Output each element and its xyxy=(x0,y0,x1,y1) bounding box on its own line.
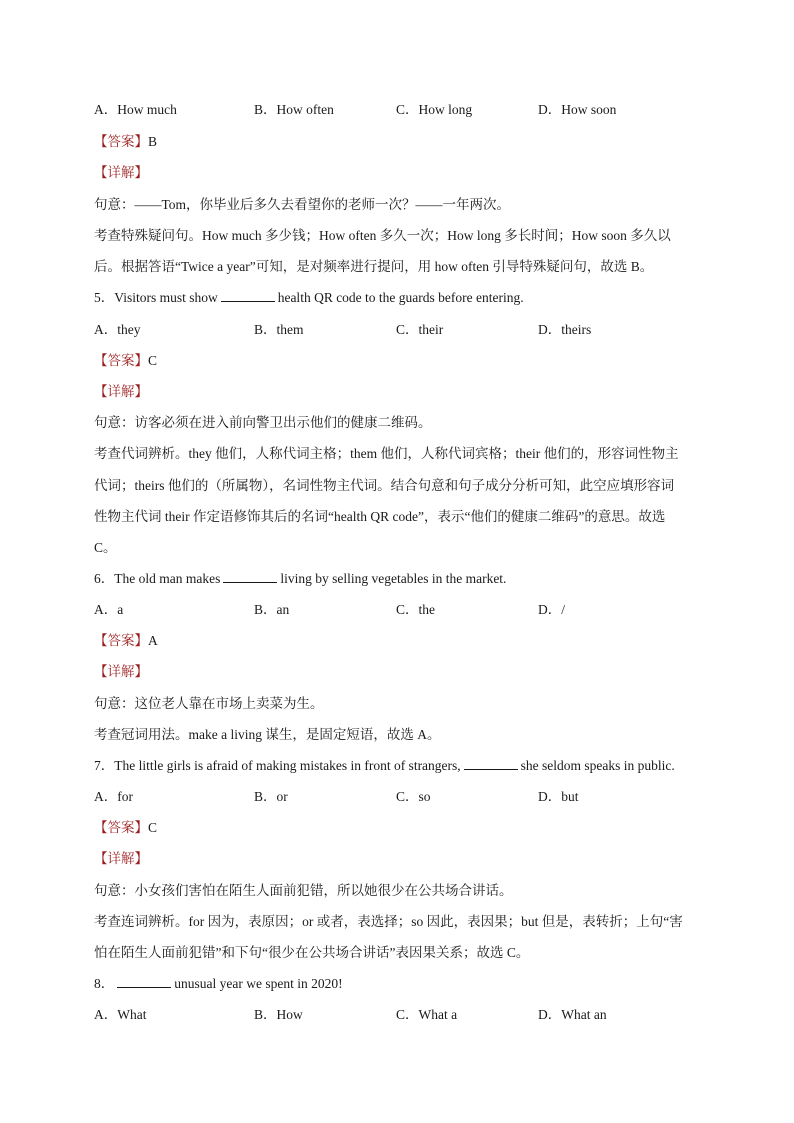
q8-blank xyxy=(117,974,171,988)
q7-stem-end: she seldom speaks in public. xyxy=(520,758,675,773)
q5-option-c: C．their xyxy=(396,322,444,337)
q5-stem-end: health QR code to the guards before entering. xyxy=(277,290,524,305)
detail-label: 【详解】 xyxy=(94,384,148,399)
q6-meaning: 句意：这位老人靠在市场上卖菜为生。 xyxy=(94,696,324,711)
q5-option-b: B．them xyxy=(254,322,304,337)
q5-blank xyxy=(221,288,275,302)
q5-analysis-2: 代词；theirs 他们的（所属物），名词性物主代词。结合句意和句子成分分析可知，此空应填形容词 xyxy=(94,478,675,493)
answer-label: 【答案】 xyxy=(94,633,148,648)
detail-label: 【详解】 xyxy=(94,851,148,866)
q8-stem-start: 8． xyxy=(94,976,115,991)
q6-stem-start: 6．The old man makes xyxy=(94,571,221,586)
q5-option-d: D．theirs xyxy=(538,322,592,337)
q6-detail-label xyxy=(94,662,148,682)
q5-answer xyxy=(94,351,157,371)
q5-stem-start: 5．Visitors must show xyxy=(94,290,218,305)
answer-value: B xyxy=(148,134,158,149)
answer-value: A xyxy=(148,633,158,648)
q6-stem xyxy=(94,569,506,589)
q4-option-d: D．How soon xyxy=(538,102,617,117)
q4-analysis-1: 考查特殊疑问句。How much 多少钱；How often 多久一次；How long 多长时间；How soon 多久以 xyxy=(94,228,671,243)
q7-option-d: D．but xyxy=(538,789,579,804)
q7-option-a: A．for xyxy=(94,789,133,804)
q7-meaning: 句意：小女孩们害怕在陌生人面前犯错，所以她很少在公共场合讲话。 xyxy=(94,883,513,898)
q4-option-a: A．How much xyxy=(94,102,177,117)
q5-analysis-3: 性物主代词 their 作定语修饰其后的名词“health QR code”，表示“他们的健康二维码”的意思。故选 xyxy=(94,509,666,524)
answer-label: 【答案】 xyxy=(94,353,148,368)
detail-label: 【详解】 xyxy=(94,664,148,679)
q4-analysis-2: 后。根据答语“Twice a year”可知，是对频率进行提问，用 how often 引导特殊疑问句，故选 B。 xyxy=(94,259,654,274)
q6-stem-end: living by selling vegetables in the market. xyxy=(280,571,507,586)
q8-option-c: C．What a xyxy=(396,1007,458,1022)
detail-label: 【详解】 xyxy=(94,165,148,180)
answer-label: 【答案】 xyxy=(94,134,148,149)
q7-answer xyxy=(94,818,157,838)
q8-stem-end: unusual year we spent in 2020! xyxy=(174,976,343,991)
q5-stem xyxy=(94,288,524,308)
q7-detail-label xyxy=(94,849,148,869)
q4-answer xyxy=(94,132,157,152)
q4-meaning: 句意：——Tom，你毕业后多久去看望你的老师一次？——一年两次。 xyxy=(94,197,511,212)
answer-value: C xyxy=(148,353,158,368)
q6-answer xyxy=(94,631,158,651)
q6-option-c: C．the xyxy=(396,602,435,617)
q7-option-c: C．so xyxy=(396,789,431,804)
q6-option-b: B．an xyxy=(254,602,290,617)
q7-stem-start: 7．The little girls is afraid of making mistakes in front of strangers, xyxy=(94,758,461,773)
q7-analysis-1: 考查连词辨析。for 因为，表原因；or 或者，表选择；so 因此，表因果；but 但是，表转折；上句“害 xyxy=(94,914,683,929)
q8-option-a: A．What xyxy=(94,1007,147,1022)
q8-option-d: D．What an xyxy=(538,1007,607,1022)
answer-label: 【答案】 xyxy=(94,820,148,835)
q7-option-b: B．or xyxy=(254,789,288,804)
q6-analysis-1: 考查冠词用法。make a living 谋生，是固定短语，故选 A。 xyxy=(94,727,441,742)
q4-detail-label xyxy=(94,163,148,183)
q8-stem xyxy=(94,974,343,994)
q5-meaning: 句意：访客必须在进入前向警卫出示他们的健康二维码。 xyxy=(94,415,432,430)
q4-option-c: C．How long xyxy=(396,102,473,117)
q5-analysis-4: C。 xyxy=(94,540,117,555)
q8-option-b: B．How xyxy=(254,1007,303,1022)
q6-option-a: A．a xyxy=(94,602,124,617)
answer-value: C xyxy=(148,820,158,835)
q6-option-d: D．/ xyxy=(538,602,565,617)
q5-option-a: A．they xyxy=(94,322,141,337)
q6-blank xyxy=(223,569,277,583)
q7-stem xyxy=(94,756,675,776)
q4-option-b: B．How often xyxy=(254,102,334,117)
q7-analysis-2: 怕在陌生人面前犯错”和下句“很少在公共场合讲话”表因果关系；故选 C。 xyxy=(94,945,530,960)
q5-detail-label xyxy=(94,382,148,402)
q5-analysis-1: 考查代词辨析。they 他们，人称代词主格；them 他们，人称代词宾格；their 他们的，形容词性物主 xyxy=(94,446,679,461)
q7-blank xyxy=(464,756,518,770)
